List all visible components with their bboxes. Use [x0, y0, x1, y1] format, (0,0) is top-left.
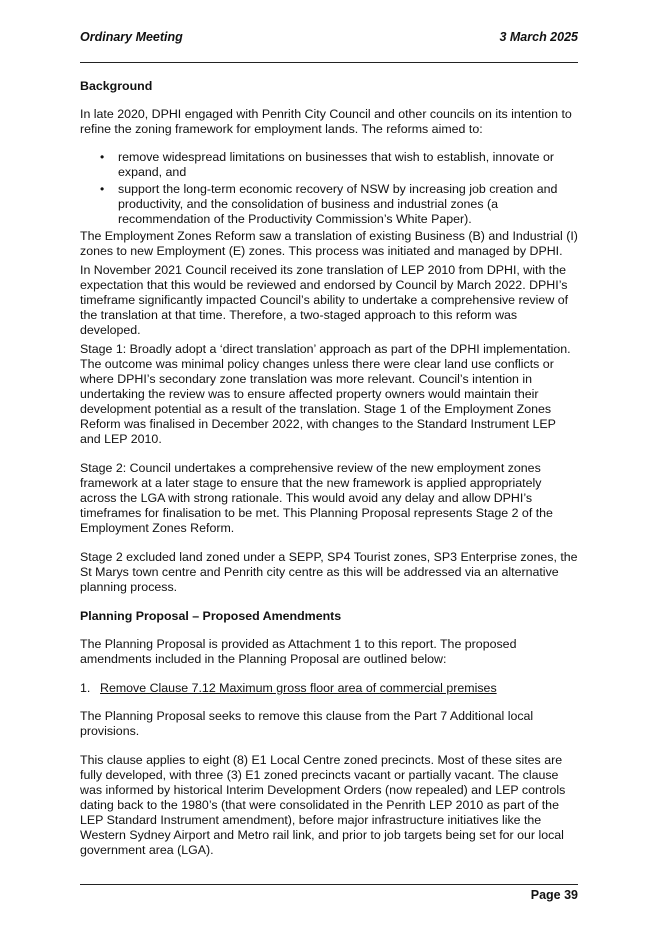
list-item: [80, 150, 578, 180]
paragraph-remove-clause: The Planning Proposal seeks to remove this clause from the Part 7 Additional local provisions.: [80, 709, 534, 738]
paragraph-stage-2: Stage 2: Council undertakes a comprehensive review of the new employment zones framework at a later stage to ensure that the new framework is applied appropriately across the LGA with strong rationale. This would avoid any delay and allow DPHI’s timeframes for finalisation to be met. This Planning Proposal represents Stage 2 of the Employment Zones Reform.: [80, 461, 553, 535]
header-divider: [80, 62, 578, 63]
footer-divider: [80, 884, 578, 885]
meeting-title: Ordinary Meeting: [80, 30, 183, 44]
paragraph-stage-2-exclusions: Stage 2 excluded land zoned under a SEPP, SP4 Tourist zones, SP3 Enterprise zones, the St Marys town centre and Penrith city centre as this will be addressed via an alternative planning process.: [80, 550, 578, 594]
amendments-heading: Planning Proposal – Proposed Amendments: [80, 609, 342, 623]
amendment-item-1: [80, 681, 578, 696]
list-item-text: remove widespread limitations on businesses that wish to establish, innovate or expand, and: [118, 150, 554, 179]
document-body: [80, 79, 578, 858]
background-intro: In late 2020, DPHI engaged with Penrith City Council and other councils on its intention to refine the zoning framework for employment lands. The reforms aimed to:: [80, 107, 572, 136]
paragraph-stage-1: Stage 1: Broadly adopt a ‘direct translation’ approach as part of the DPHI implementation. The outcome was minimal policy changes unless there were clear land use conflicts or where DPHI’s secondary zone translation was more relevant. Council’s intention in undertaking the review was to ensure affected property owners would maintain their development potential as a result of the translation. Stage 1 of the Employment Zones Reform was finalised in December 2022, with changes to the Standard Instrument LEP and LEP 2010.: [80, 342, 571, 446]
list-item: [80, 182, 578, 227]
meeting-date: 3 March 2025: [499, 30, 578, 44]
bullet-icon: •: [100, 150, 105, 164]
page-number: Page 39: [530, 888, 578, 902]
paragraph-clause-applies: This clause applies to eight (8) E1 Local Centre zoned precincts. Most of these sites are fully developed, with three (3) E1 zoned precincts vacant or partially vacant. The clause was informed by historical Interim Development Orders (now repealed) and LEP controls dating back to the 1980’s (that were consolidated in the Penrith LEP 2010 as part of the LEP Standard Instrument amendment), before major infrastructure initiatives like the Western Sydney Airport and Metro rail link, and prior to job targets being set for our local government area (LGA).: [80, 753, 566, 857]
reform-aims-list: [80, 150, 578, 227]
amendment-title: Remove Clause 7.12 Maximum gross floor area of commercial premises: [100, 681, 497, 695]
amendments-intro: The Planning Proposal is provided as Attachment 1 to this report. The proposed amendments included in the Planning Proposal are outlined below:: [80, 637, 517, 666]
paragraph-reform-translation: The Employment Zones Reform saw a translation of existing Business (B) and Industrial (I) zones to new Employment (E) zones. This process was initiated and managed by DPHI.: [80, 229, 578, 258]
page-header: [80, 30, 578, 44]
background-heading: Background: [80, 79, 153, 93]
bullet-icon: •: [100, 182, 105, 196]
list-item-text: support the long-term economic recovery of NSW by increasing job creation and productivity, and the consolidation of business and industrial zones (a recommendation of the Productivity Commission’s White Paper).: [118, 182, 558, 226]
paragraph-november-2021: In November 2021 Council received its zone translation of LEP 2010 from DPHI, with the expectation that this would be reviewed and endorsed by Council by March 2022. DPHI’s timeframe significantly impacted Council’s ability to undertake a comprehensive review of the translation at that time. Therefore, a two-staged approach to this reform was developed.: [80, 263, 569, 337]
amendment-number: 1.: [80, 681, 91, 695]
